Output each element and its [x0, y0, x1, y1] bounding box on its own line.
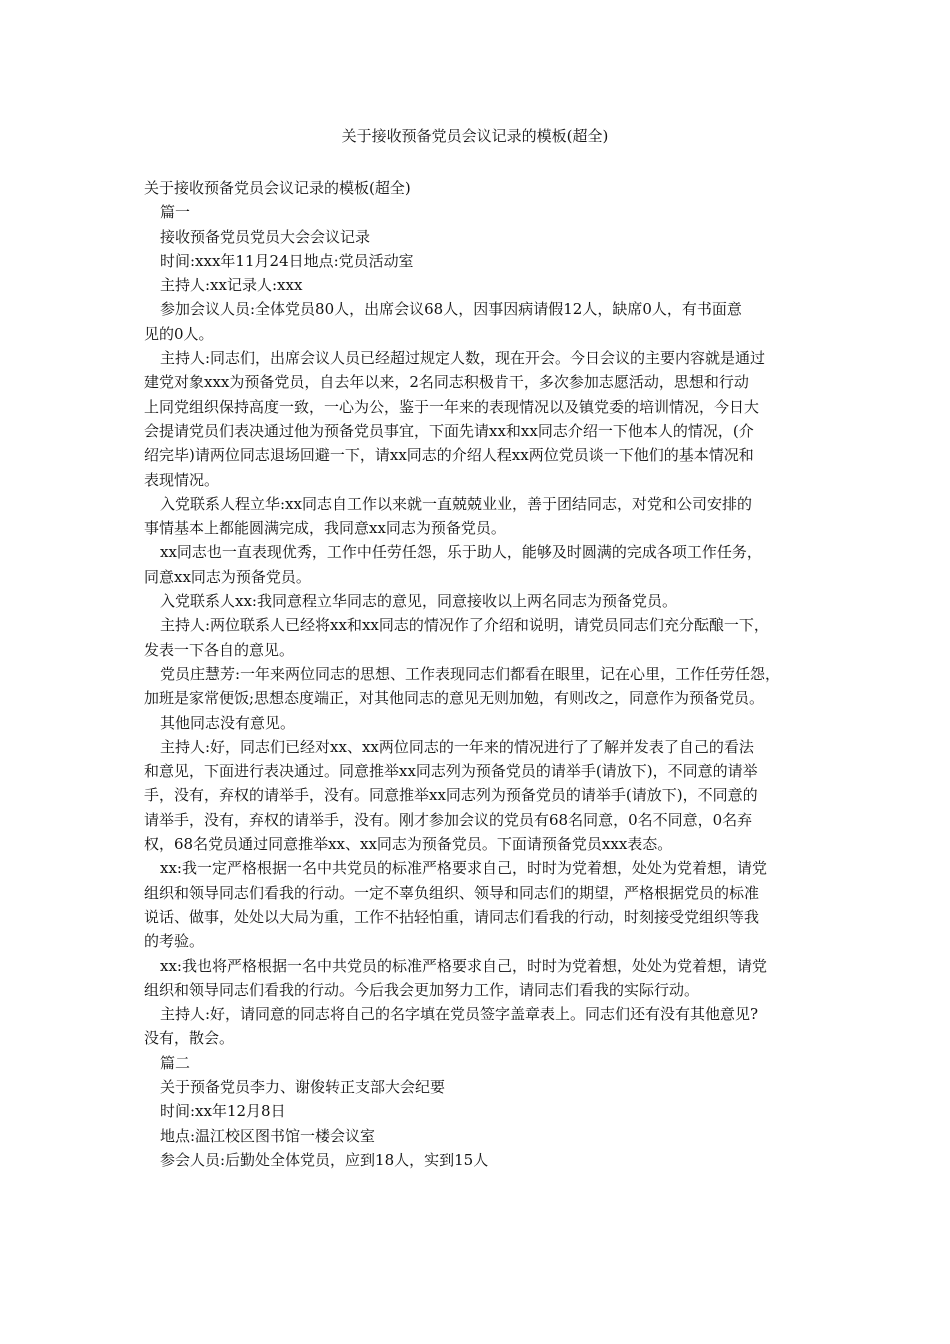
text-line: 和意见，下面进行表决通过。同意推举xx同志列为预备党员的请举手(请放下)，不同意的请举 [144, 762, 758, 781]
text-line: 主持人:同志们，出席会议人员已经超过规定人数，现在开会。今日会议的主要内容就是通过 [160, 349, 766, 368]
text-line: 表现情况。 [144, 470, 220, 489]
text-line: 关于预备党员李力、谢俊转正支部大会纪要 [160, 1077, 446, 1096]
text-line: 会提请党员们表决通过他为预备党员事宜，下面先请xx和xx同志介绍一下他本人的情况，(介 [144, 421, 754, 440]
text-line: 主持人:好，请同意的同志将自己的名字填在党员签字盖章表上。同志们还有没有其他意见? [160, 1005, 759, 1024]
text-line: 主持人:好，同志们已经对xx、xx两位同志的一年来的情况进行了了解并发表了自己的看法 [160, 737, 754, 756]
text-line: xx:我一定严格根据一名中共党员的标准严格要求自己，时时为党着想，处处为党着想，请党 [160, 859, 767, 878]
text-line: 上同党组织保持高度一致，一心为公，鉴于一年来的表现情况以及镇党委的培训情况，今日大 [144, 397, 760, 416]
text-line: 主持人:两位联系人已经将xx和xx同志的情况作了介绍和说明，请党员同志们充分酝酿一下， [160, 616, 769, 635]
text-line: 发表一下各自的意见。 [144, 640, 295, 659]
text-line: 请举手，没有，弃权的请举手，没有。刚才参加会议的党员有68名同意，0名不同意，0名弃 [144, 810, 753, 829]
text-line: 党员庄慧芳:一年来两位同志的思想、工作表现同志们都看在眼里，记在心里，工作任劳任怨， [160, 664, 781, 683]
text-line: 地点:温江校区图书馆一楼会议室 [160, 1126, 376, 1145]
text-line: 事情基本上都能圆满完成，我同意xx同志为预备党员。 [144, 519, 506, 538]
text-line: 入党联系人程立华:xx同志自工作以来就一直兢兢业业，善于团结同志，对党和公司安排的 [160, 494, 752, 513]
text-line: 建党对象xxx为预备党员，自去年以来，2名同志积极肯干，多次参加志愿活动，思想和行动 [144, 373, 749, 392]
text-line: 绍完毕)请两位同志退场回避一下，请xx同志的介绍人程xx两位党员谈一下他们的基本情况和 [144, 446, 754, 465]
text-line: 组织和领导同志们看我的行动。一定不辜负组织、领导和同志们的期望，严格根据党员的标准 [144, 883, 760, 902]
text-line: 主持人:xx记录人:xxx [160, 276, 303, 295]
document-body [144, 176, 816, 1172]
text-line: 参加会议人员:全体党员80人，出席会议68人，因事因病请假12人，缺席0人，有书面意 [160, 300, 742, 319]
text-line: xx同志也一直表现优秀，工作中任劳任怨，乐于助人，能够及时圆满的完成各项工作任务， [160, 543, 762, 562]
text-line: 关于接收预备党员会议记录的模板(超全) [144, 179, 411, 197]
text-line: 说话、做事，处处以大局为重，工作不拈轻怕重，请同志们看我的行动，时刻接受党组织等我 [144, 907, 760, 926]
text-line: 加班是家常便饭;思想态度端正，对其他同志的意见无则加勉，有则改之，同意作为预备党员。 [144, 689, 765, 708]
text-line: 权，68名党员通过同意推举xx、xx同志为预备党员。下面请预备党员xxx表态。 [144, 835, 673, 854]
document-title: 关于接收预备党员会议记录的模板(超全) [341, 127, 609, 145]
text-line: 入党联系人xx:我同意程立华同志的意见，同意接收以上两名同志为预备党员。 [160, 592, 677, 611]
text-line: 参会人员:后勤处全体党员，应到18人，实到15人 [160, 1150, 489, 1169]
text-line: 同意xx同志为预备党员。 [144, 567, 311, 586]
text-line: 的考验。 [144, 932, 205, 951]
text-line: 组织和领导同志们看我的行动。今后我会更加努力工作，请同志们看我的实际行动。 [144, 980, 700, 999]
text-line: 见的0人。 [144, 324, 214, 343]
text-line: 时间:xxx年11月24日地点:党员活动室 [160, 251, 414, 270]
text-line: xx:我也将严格根据一名中共党员的标准严格要求自己，时时为党着想，处处为党着想，请党 [160, 956, 767, 975]
text-line: 篇二 [160, 1053, 191, 1072]
text-line: 其他同志没有意见。 [160, 713, 296, 732]
text-line: 时间:xx年12月8日 [160, 1102, 286, 1121]
text-line: 篇一 [160, 203, 191, 222]
text-line: 没有，散会。 [144, 1029, 235, 1048]
text-line: 手，没有，弃权的请举手，没有。同意推举xx同志列为预备党员的请举手(请放下)，不同意的 [144, 786, 758, 805]
text-line: 接收预备党员党员大会会议记录 [160, 227, 371, 246]
